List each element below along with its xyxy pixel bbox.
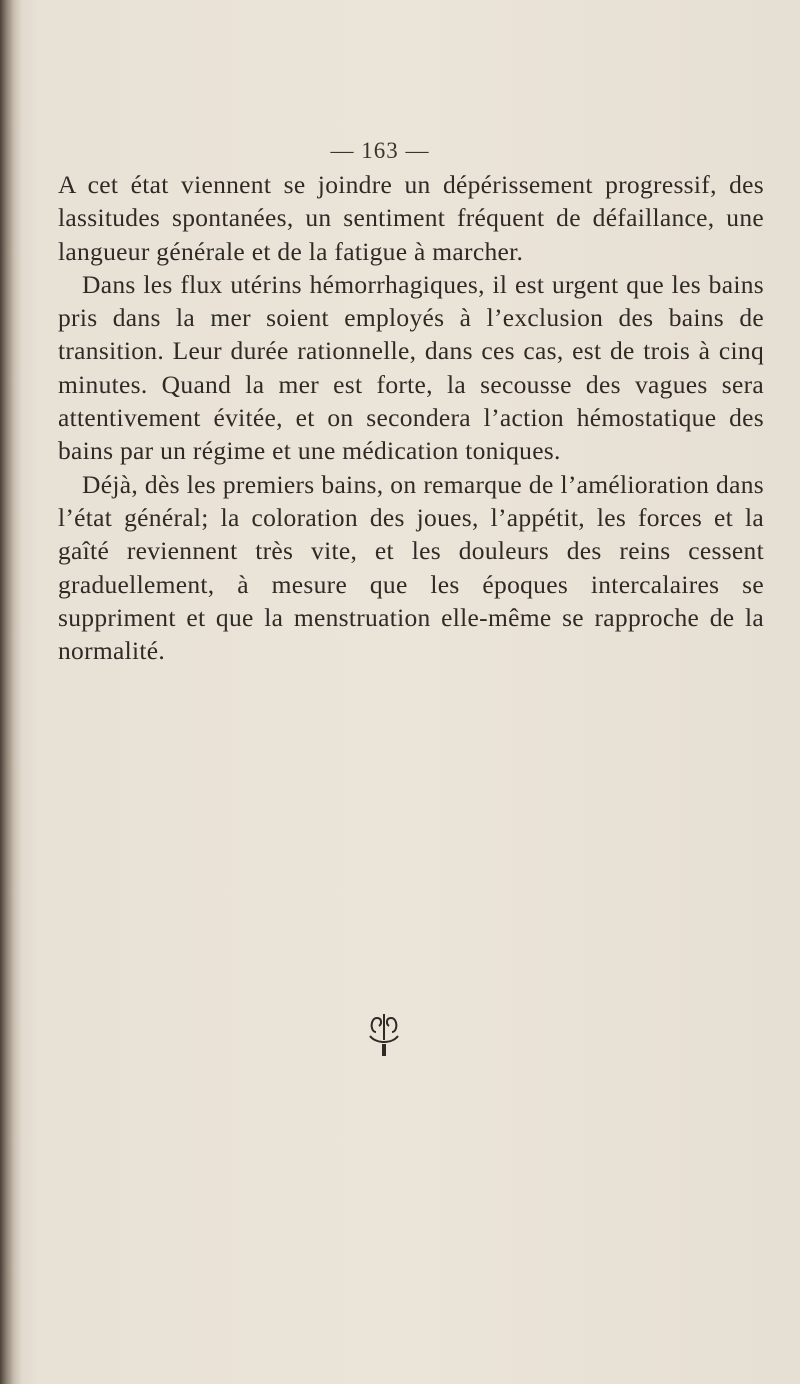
paragraph-1: A cet état viennent se joindre un dépérissement progressif, des lassitudes spontanées, un sentiment fréquent de défaillance, une langueur générale et de la fatigue à marcher. [58, 170, 764, 266]
end-ornament-icon [366, 1010, 402, 1062]
paragraph-3: Déjà, dès les premiers bains, on remarque de l’amélioration dans l’état général; la coloration des joues, l’appétit, les forces et la gaîté reviennent très vite, et les douleurs des reins cessent graduellement, à mesure que les époques intercalaires se suppriment et que la menstruation elle-même se rapproche de la normalité. [58, 469, 764, 666]
paragraph-2: Dans les flux utérins hémorrhagiques, il est urgent que les bains pris dans la mer soient employés à l’exclusion des bains de transition. Leur durée rationnelle, dans ces cas, est de trois à cinq minutes. Quand la mer est forte, la secousse des vagues sera attentivement évitée, et on secondera l’action hémostatique des bains par un régime et une médication toniques. [58, 269, 764, 466]
page-number: — 163 — [330, 138, 430, 163]
binding-edge [0, 0, 22, 1384]
body-text [58, 168, 764, 667]
